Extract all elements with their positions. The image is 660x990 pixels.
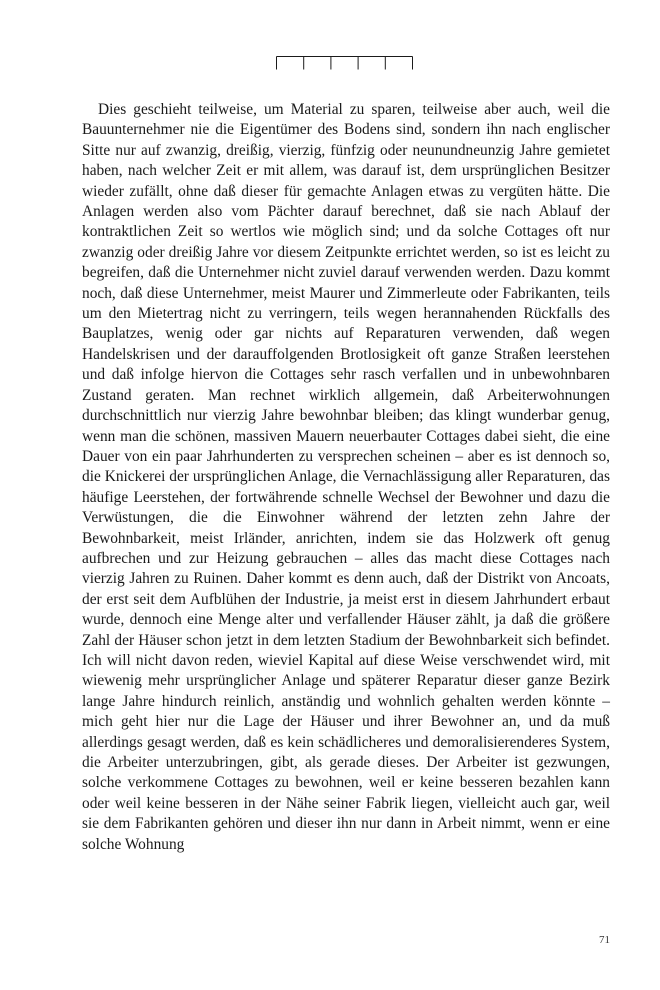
cottage-row-diagram <box>276 56 413 70</box>
body-paragraph: Dies geschieht teilweise, um Material zu sparen, teilweise aber auch, weil die Bauunternehmer nie die Eigentümer des Bodens sind, sondern ihn nach englischer Sitte nur auf zwanzig, dreißig, vierzig, fünfzig oder neunundneunzig Jahre gemietet haben, nach welcher Zeit er mit allem, was darauf ist, dem ursprünglichen Besitzer wieder zufällt, ohne daß dieser für gemachte Anlagen etwas zu vergüten hätte. Die Anlagen werden also vom Pächter darauf berechnet, daß sie nach Ablauf der kontraktlichen Zeit so wertlos wie möglich sind; und da solche Cottages oft nur zwanzig oder dreißig Jahre vor diesem Zeitpunkte errichtet werden, so ist es leicht zu begreifen, daß die Unternehmer nicht zuviel darauf verwenden werden. Dazu kommt noch, daß diese Unternehmer, meist Maurer und Zimmerleute oder Fabrikanten, teils um den Mietertrag nicht zu verringern, teils wegen herannahenden Rückfalls des Bauplatzes, wenig oder gar nichts auf Reparaturen verwenden, daß wegen Handelskrisen und der darauffolgenden Brotlosigkeit oft ganze Straßen leerstehen und daß infolge hiervon die Cottages sehr rasch verfallen und in unbewohnbaren Zustand geraten. Man rechnet wirklich allgemein, daß Arbeiterwohnungen durchschnittlich nur vierzig Jahre bewohnbar bleiben; das klingt wunderbar genug, wenn man die schönen, massiven Mauern neuerbauter Cottages dabei sieht, die eine Dauer von ein paar Jahrhunderten zu versprechen scheinen – aber es ist dennoch so, die Knickerei der ursprünglichen Anlage, die Vernachlässigung aller Reparaturen, das häufige Leerstehen, der fortwährende schnelle Wechsel der Bewohner und dazu die Verwüstungen, die die Einwohner während der letzten zehn Jahre der Bewohnbarkeit, meist Irländer, anrichten, indem sie das Holzwerk oft genug aufbrechen und zur Heizung gebrauchen – alles das macht diese Cottages nach vierzig Jahren zu Ruinen. Daher kommt es denn auch, daß der Distrikt von Ancoats, der erst seit dem Aufblühen der Industrie, ja meist erst in diesem Jahrhundert erbaut wurde, dennoch eine Menge alter und verfallender Häuser zählt, ja daß die größere Zahl der Häuser schon jetzt in dem letzten Stadium der Bewohnbarkeit sich befindet. Ich will nicht davon reden, wieviel Kapital auf diese Weise verschwendet wird, mit wiewenig mehr ursprünglicher Anlage und späterer Reparatur dieser ganze Bezirk lange Jahre hindurch reinlich, anständig und wohnlich gehalten werden könnte – mich geht hier nur die Lage der Häuser und ihrer Bewohner an, und da muß allerdings gesagt werden, daß es kein schädlicheres und demoralisierenderes System, die Arbeiter unterzubringen, gibt, als gerade dieses. Der Arbeiter ist gezwungen, solche verkommene Cottages zu bewohnen, weil er keine besseren bezahlen kann oder weil keine besseren in der Nähe seiner Fabrik liegen, vielleicht auch gar, weil sie dem Fabrikanten gehören und dieser ihn nur dann in Arbeit nimmt, wenn er eine solche Wohnung <box>82 101 610 853</box>
page-number: 71 <box>599 934 610 946</box>
cottage-row-diagram-graphic <box>276 56 413 70</box>
